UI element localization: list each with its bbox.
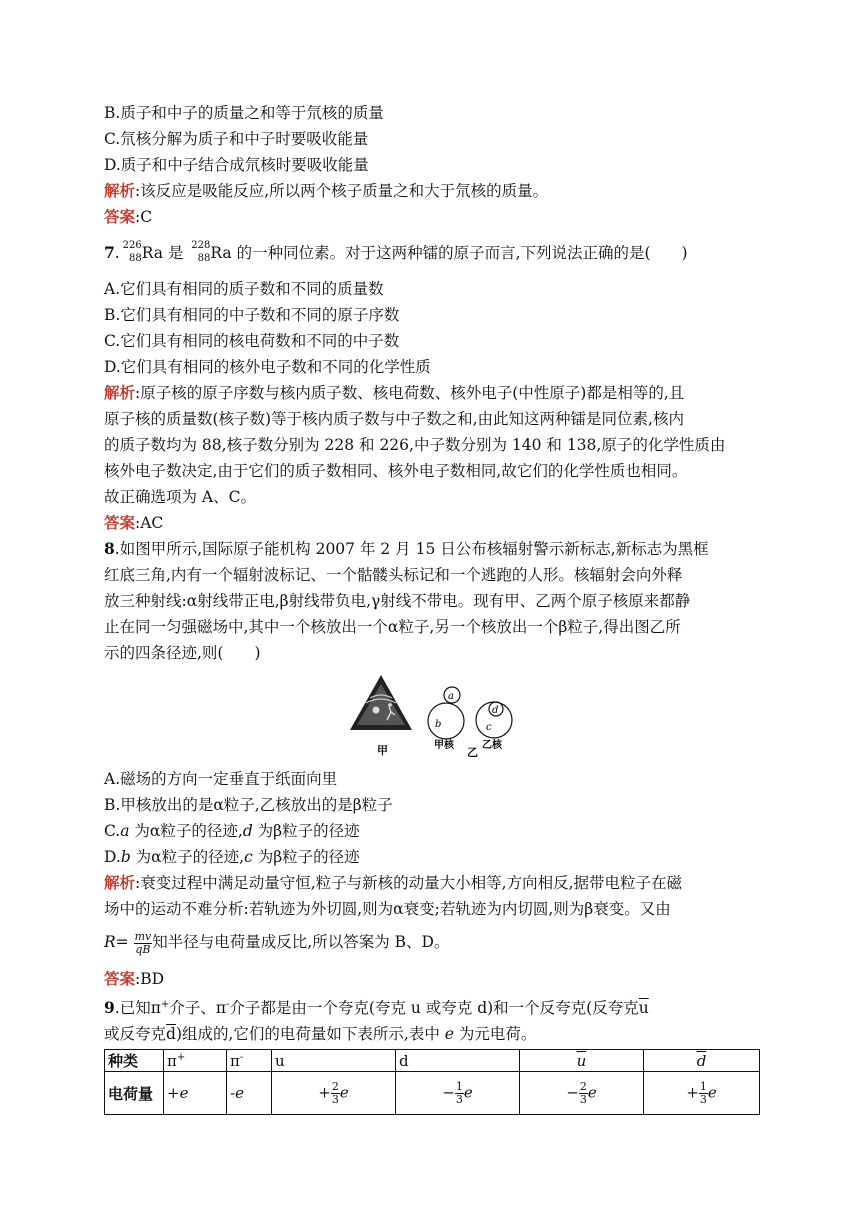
unit-e: e: [463, 1083, 473, 1102]
fraction: [579, 1081, 588, 1106]
figure-label-jiahe: 甲核: [434, 740, 454, 751]
q7-analysis: [104, 380, 764, 510]
document-page: [104, 100, 764, 1115]
opt-text: 为β粒子的径迹: [252, 822, 360, 840]
q8-figure-svg: [104, 672, 764, 762]
fraction: [331, 1081, 340, 1106]
radiation-warning-icon: [350, 675, 412, 730]
answer-label: 答案: [104, 969, 136, 988]
track-b-label: b: [435, 719, 442, 730]
warning-triangle-inner: [357, 684, 405, 725]
opt-prefix: D.: [104, 848, 121, 866]
q7-analysis-line: 的质子数均为 88,核子数分别为 228 和 226,中子数分别为 140 和 138,原子的化学性质由: [104, 436, 726, 454]
q8-option-c: [104, 818, 764, 844]
q7-answer-text: :AC: [135, 514, 164, 532]
q7-analysis-line: 核外电子数决定,由于它们的质子数相同、核外电子数相同,故它们的化学性质也相同。: [104, 462, 688, 480]
q9-text: 为元电荷。: [453, 1025, 537, 1044]
q8-stem-line: [104, 536, 764, 562]
table-header-kind: 种类: [105, 1050, 164, 1072]
q6-analysis-text: :该反应是吸能反应,所以两个核子质量之和大于氘核的质量。: [135, 182, 549, 200]
q8-number: 8: [104, 539, 115, 558]
formula-fraction: [134, 931, 153, 956]
opt-var: c: [244, 848, 253, 866]
denominator: 3: [699, 1092, 707, 1106]
iso1-mass: 226: [122, 240, 142, 251]
q7-option-c: C.它们具有相同的核电荷数和不同的中子数: [104, 332, 400, 350]
opt-text: 为β粒子的径迹: [252, 848, 360, 866]
track-c-label: c: [486, 722, 492, 733]
formula-eq: =: [115, 933, 129, 951]
table-header-ubar: [520, 1050, 644, 1072]
formula-tail: 知半径与电荷量成反比,所以答案为 B、D。: [152, 933, 450, 951]
q7-option-d: D.它们具有相同的核外电子数和不同的化学性质: [104, 358, 431, 376]
denominator: 3: [331, 1092, 339, 1106]
denominator: 3: [579, 1092, 587, 1106]
q9-sup: -: [226, 999, 230, 1010]
sign: +: [318, 1083, 331, 1102]
analysis-label: 解析: [104, 873, 136, 892]
numerator: 2: [331, 1079, 339, 1093]
track-d-label: d: [492, 705, 499, 716]
q8-analysis-line: [104, 870, 764, 896]
q9-var-e: e: [444, 1025, 454, 1044]
unit-e: e: [587, 1083, 597, 1102]
sign: −: [566, 1083, 579, 1102]
opt-text: 为α粒子的径迹,: [129, 822, 243, 840]
q6-option-d: D.质子和中子结合成氘核时要吸收能量: [104, 156, 369, 174]
table-header-u: u: [272, 1050, 396, 1072]
table-header-dbar: [644, 1050, 760, 1072]
q9-number: 9: [104, 998, 115, 1018]
table-header-row: [105, 1050, 760, 1072]
iso2-mass: 228: [191, 240, 211, 251]
q8-answer-text: :BD: [135, 970, 165, 988]
table-row-label: 电荷量: [105, 1072, 164, 1115]
table-header-pi-minus: [227, 1050, 272, 1072]
q8-stem-text: .如图甲所示,国际原子能机构 2007 年 2 月 15 日公布核辐射警示新标志,新标志为黑框: [114, 540, 709, 558]
q8-figure: [104, 672, 764, 762]
figure-label-yihe: 乙核: [482, 740, 502, 751]
q8-analysis-text: :衰变过程中满足动量守恒,粒子与新核的动量大小相等,方向相反,据带电粒子在磁: [135, 874, 683, 892]
q6-option-b: B.质子和中子的质量之和等于氘核的质量: [104, 104, 384, 122]
q9-dbar: $\overline{d}$: [166, 1025, 176, 1044]
q7-analysis-line: 故正确选项为 A、C。: [104, 488, 256, 506]
pi-symbol: π: [230, 1051, 240, 1070]
pi-symbol: π: [167, 1051, 177, 1070]
q8-stem-line: 止在同一匀强磁场中,其中一个核放出一个α粒子,另一个核放出一个β粒子,得出图乙所: [104, 618, 681, 636]
q7-analysis-line: 原子核的质量数(核子数)等于核内质子数与中子数之和,由此知这两种镭是同位素,核内: [104, 410, 684, 428]
iso1-z: 88: [129, 253, 142, 264]
q8-answer: [104, 966, 764, 992]
analysis-label: 解析: [104, 383, 136, 402]
q8-stem-line: 红底三角,内有一个辐射波标记、一个骷髅头标记和一个逃跑的人形。核辐射会向外释: [104, 566, 683, 584]
numerator: 1: [699, 1079, 707, 1093]
running-person-head-icon: [388, 703, 392, 707]
charge-table: [104, 1049, 760, 1115]
track-b-circle: [428, 703, 464, 739]
opt-text: 为α粒子的径迹,: [130, 848, 245, 866]
q9-stem-line: [104, 992, 764, 1021]
q8-option-d: [104, 844, 764, 870]
dbar-symbol: $\overline{d}$: [696, 1051, 707, 1070]
q8-option-b: B.甲核放出的是α粒子,乙核放出的是β粒子: [104, 796, 393, 814]
unit-e: e: [707, 1083, 717, 1102]
q7-option-b: B.它们具有相同的中子数和不同的原子序数: [104, 306, 400, 324]
table-cell-pi-plus: +e: [164, 1072, 227, 1115]
q7-analysis-text: :原子核的原子序数与核内质子数、核电荷数、核外电子(中性原子)都是相等的,且: [135, 384, 685, 402]
q6-option-c: C.氘核分解为质子和中子时要吸收能量: [104, 130, 369, 148]
table-cell-ubar: [520, 1072, 644, 1115]
opt-var: a: [120, 822, 130, 840]
iso2-symbol: Ra: [210, 244, 232, 262]
numerator: 2: [579, 1079, 587, 1093]
iso1-symbol: Ra: [141, 244, 164, 262]
table-cell-d: [396, 1072, 520, 1115]
isotope-228: [188, 240, 210, 266]
fraction: [455, 1081, 464, 1106]
table-cell-pi-minus: -e: [227, 1072, 272, 1115]
table-cell-u: [272, 1072, 396, 1115]
figure-label-jia: 甲: [377, 744, 388, 757]
pi-sup: +: [176, 1051, 186, 1063]
formula-r: R: [104, 933, 116, 951]
opt-var: b: [120, 848, 131, 866]
q9-sup: +: [160, 999, 170, 1010]
fraction: [699, 1081, 708, 1106]
formula-numerator: mv: [134, 929, 152, 943]
q6-analysis: [104, 178, 764, 204]
q6-answer: [104, 204, 764, 230]
q9-text: .已知π: [114, 999, 161, 1018]
pi-sup: -: [239, 1051, 244, 1063]
denominator: 3: [455, 1092, 463, 1106]
q7-option-a: A.它们具有相同的质子数和不同的质量数: [104, 280, 384, 298]
q8-formula-line: [104, 922, 764, 966]
q8-analysis-line: 场中的运动不难分析:若轨迹为外切圆,则为α衰变;若轨迹为内切圆,则为β衰变。又由: [104, 900, 671, 918]
opt-var: d: [242, 822, 253, 840]
q8-stem-line: 示的四条径迹,则( ): [104, 644, 261, 662]
table-header-pi-plus: [164, 1050, 227, 1072]
track-a-label: a: [448, 691, 454, 702]
q7-stem-text: 的一种同位素。对于这两种镭的原子而言,下列说法正确的是( ): [231, 244, 688, 262]
ubar-symbol: $\overline{u}$: [576, 1051, 587, 1070]
isotope-226: [120, 240, 142, 266]
q9-stem-line: [104, 1021, 764, 1047]
q7-answer: [104, 510, 764, 536]
q8-stem-line: 放三种射线:α射线带正电,β射线带负电,γ射线不带电。现有甲、乙两个原子核原来都静: [104, 592, 691, 610]
table-row: [105, 1072, 760, 1115]
sign: −: [442, 1083, 455, 1102]
answer-label: 答案: [104, 207, 136, 226]
formula-denominator: qB: [135, 942, 151, 956]
table-header-d: d: [396, 1050, 520, 1072]
unit-e: e: [339, 1083, 349, 1102]
q7-number: 7: [104, 243, 115, 262]
opt-prefix: C.: [104, 822, 121, 840]
iso2-z: 88: [197, 253, 211, 264]
answer-label: 答案: [104, 513, 136, 532]
sign: +: [686, 1083, 699, 1102]
q7-analysis-line: [104, 380, 764, 406]
q9-text: )组成的,它们的电荷量如下表所示,表中: [175, 1025, 445, 1044]
q9-ubar: $\overline{u}$: [638, 999, 649, 1018]
q7-mid: 是: [163, 244, 189, 262]
numerator: 1: [455, 1079, 463, 1093]
table-cell-dbar: [644, 1072, 760, 1115]
q7-stem: 7. 226 88 Ra 是 228 88 Ra 的一种同位素。对于这两种镭的原子而言,下列说法正确的是( ): [104, 240, 688, 264]
q9-text: 介子、π: [169, 999, 226, 1018]
q8-option-a: A.磁场的方向一定垂直于纸面向里: [104, 770, 338, 788]
q9-text: 介子都是由一个夸克(夸克 u 或夸克 d)和一个反夸克(反夸克: [229, 999, 639, 1018]
analysis-label: 解析: [104, 181, 136, 200]
figure-label-yi: 乙: [467, 746, 478, 759]
q9-text: 或反夸克: [104, 1025, 167, 1044]
skull-icon: [373, 707, 380, 714]
q6-answer-text: :C: [135, 208, 153, 226]
